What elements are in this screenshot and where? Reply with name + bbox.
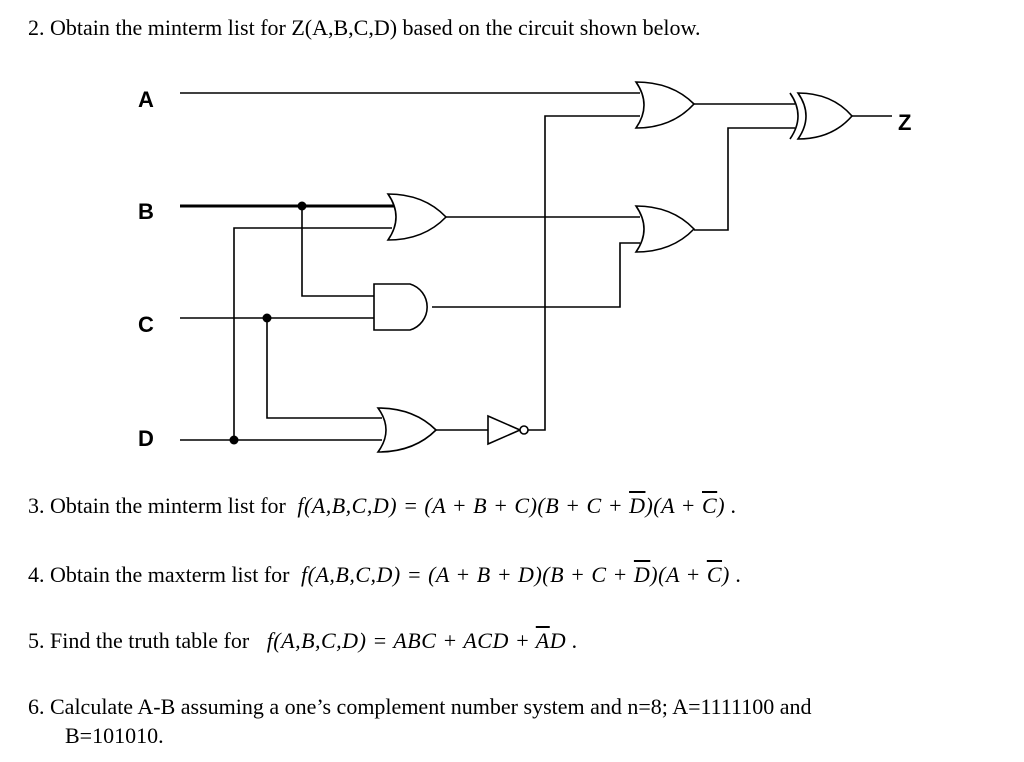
expr-complement: $\overline{D}$ xyxy=(629,493,646,518)
question-number: 3. xyxy=(28,493,45,518)
expr-part: (A + B + D)(B + C + xyxy=(428,562,634,587)
question-text: Obtain the minterm list for xyxy=(50,493,286,518)
function-expression xyxy=(295,562,742,587)
input-label-d: D xyxy=(138,426,154,451)
junction-dot xyxy=(230,436,239,445)
question-number: 5. xyxy=(28,628,45,653)
question-6 xyxy=(28,692,811,750)
input-label-a: A xyxy=(138,87,154,112)
junction-dot xyxy=(263,314,272,323)
and-gate-bc xyxy=(374,284,427,330)
question-5 xyxy=(28,626,578,655)
input-label-b: B xyxy=(138,199,154,224)
expr-part: ABC + ACD + xyxy=(393,628,536,653)
question-number: 2. xyxy=(28,15,45,40)
or-gate-cd xyxy=(378,408,436,452)
expr-complement: $\overline{C}$ xyxy=(706,562,723,587)
xor-gate xyxy=(798,93,852,139)
function-expression xyxy=(255,628,578,653)
or-gate-top xyxy=(636,82,694,128)
expr-part: . xyxy=(566,628,579,653)
question-text: Obtain the minterm list for Z(A,B,C,D) based on the circuit shown below. xyxy=(50,15,701,40)
or-gate-mid xyxy=(636,206,694,252)
function-expression xyxy=(291,493,737,518)
expr-part: )(A + xyxy=(650,562,707,587)
question-text-continued: B=101010. xyxy=(65,723,164,748)
question-number: 4. xyxy=(28,562,45,587)
expr-complement: $\overline{A}$ xyxy=(535,628,550,653)
not-gate xyxy=(488,416,520,444)
expr-complement: $\overline{D}$ xyxy=(633,562,651,587)
xor-extra-arc xyxy=(790,93,798,139)
question-3 xyxy=(28,491,737,520)
expr-lhs: f(A,B,C,D) = xyxy=(301,562,429,587)
expr-part: ) . xyxy=(722,562,742,587)
wires xyxy=(180,93,892,440)
question-text: Obtain the maxterm list for xyxy=(50,562,290,587)
expr-part: ) . xyxy=(717,493,738,518)
expr-part: (A + B + C)(B + C + xyxy=(424,493,630,518)
junction-dot xyxy=(298,202,307,211)
question-4 xyxy=(28,560,742,589)
expr-lhs: f(A,B,C,D) = xyxy=(266,628,394,653)
output-label-z: Z xyxy=(898,110,912,135)
expr-complement: $\overline{C}$ xyxy=(702,493,718,518)
expr-part: D xyxy=(549,628,567,653)
question-number: 6. xyxy=(28,694,45,719)
question-text: Calculate A-B assuming a one’s complement number system and n=8; A=1111100 and xyxy=(50,694,812,719)
expr-part: )(A + xyxy=(645,493,702,518)
question-text: Find the truth table for xyxy=(50,628,250,653)
or-gate-bc xyxy=(388,194,446,240)
expr-lhs: f(A,B,C,D) = xyxy=(297,493,425,518)
not-bubble xyxy=(520,426,528,434)
input-label-c: C xyxy=(138,312,154,337)
